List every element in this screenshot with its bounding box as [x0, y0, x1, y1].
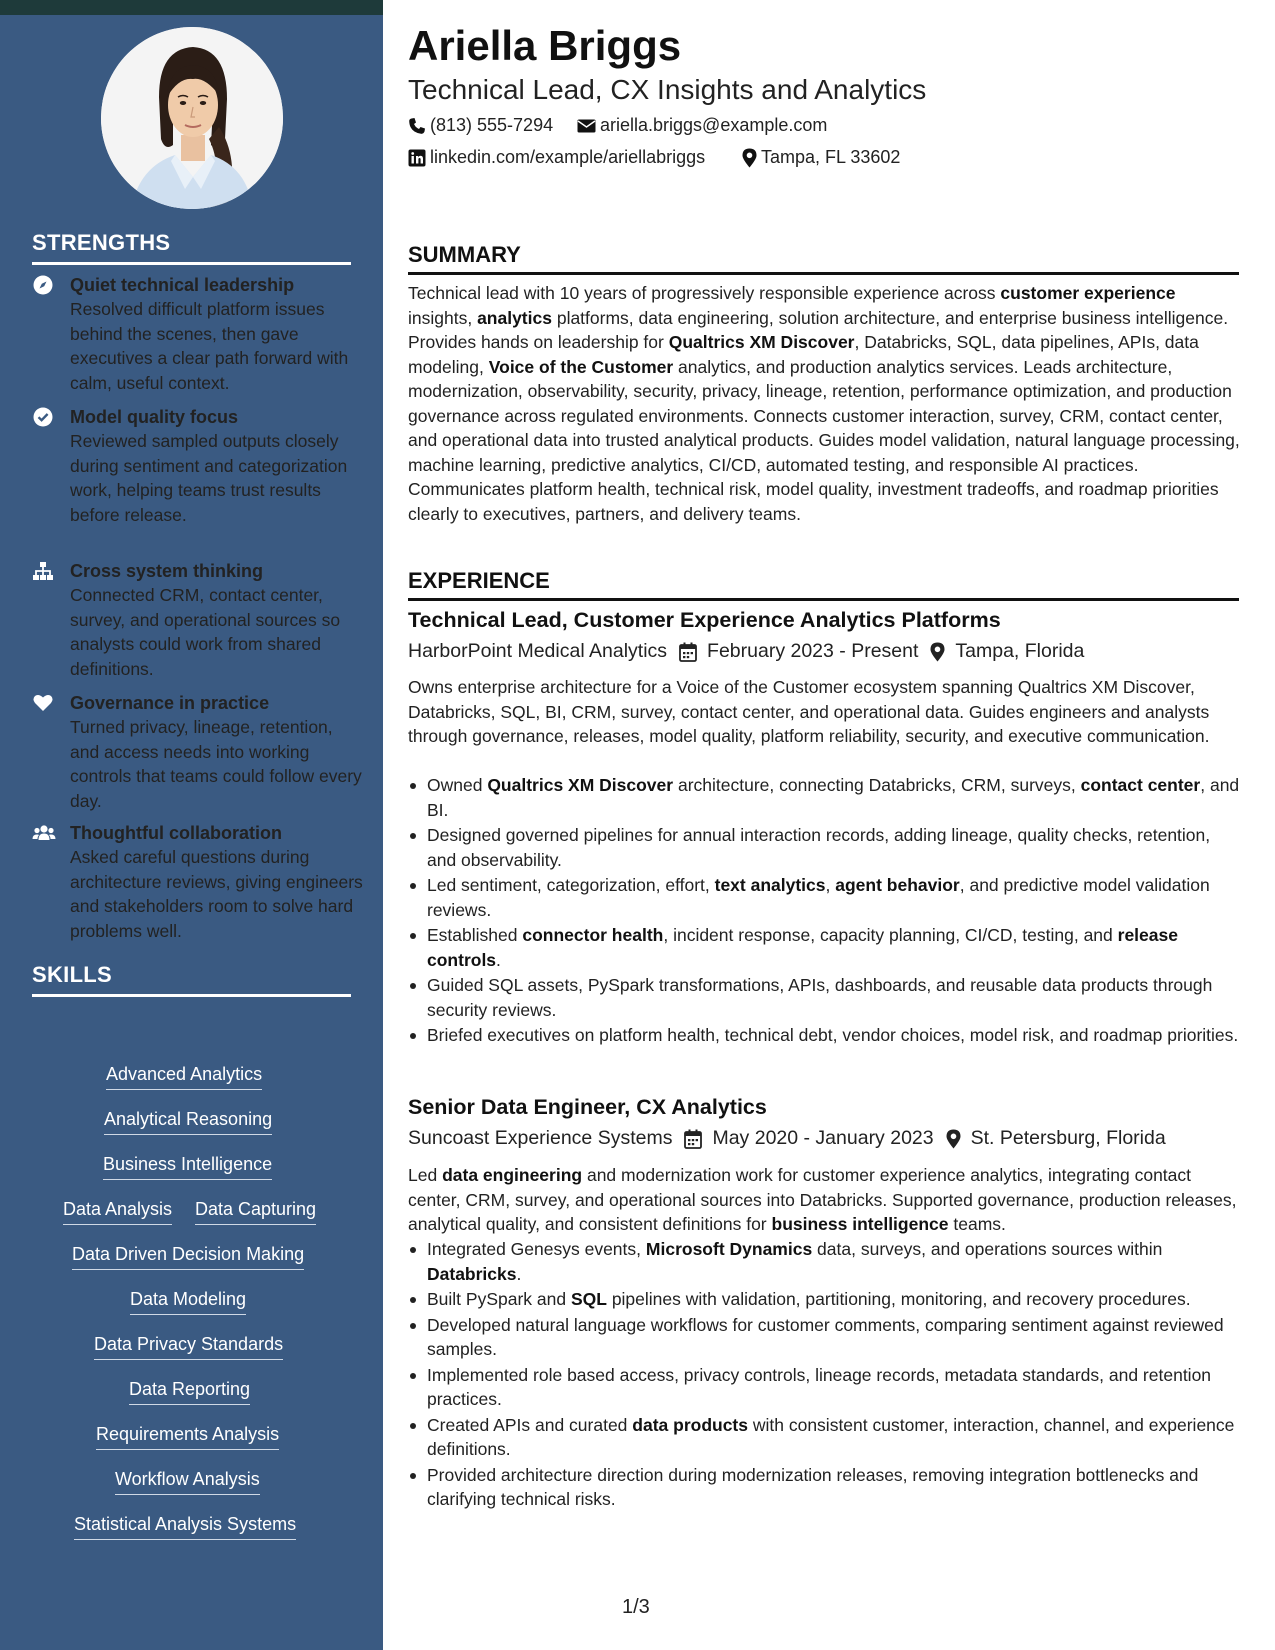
bullet-item — [408, 1023, 1240, 1048]
text-run: with consistent customer, interaction, channel, and experience definitions. — [427, 1414, 1235, 1459]
emphasis-text: Databricks — [427, 1263, 517, 1284]
skill-tag: Workflow Analysis — [115, 1467, 260, 1495]
emphasis-text: Voice of the Customer — [488, 356, 674, 377]
map-pin-icon — [742, 148, 757, 168]
text-run: Owns enterprise architecture for a Voice of the Customer ecosystem spanning Qualtrics XM Discover, Databricks, SQL, BI, CRM, survey, contact center, and operational data. Guides engineers and analysts through governance, releases, model quality, platform reliability, security, and executive communication. — [408, 677, 1210, 746]
phone-text[interactable]: (813) 555-7294 — [430, 115, 554, 135]
emphasis-text: SQL — [570, 1289, 607, 1309]
text-run: analytics, and production analytics services. Leads architecture, modernization, observability, security, privacy, lineage, retention, performance optimization, and production governance across regulated environments. Connects customer interaction, survey, CRM, contact center, and operational data into trusted analytical products. Guides model validation, natural language processing, machine learning, predictive analytics, CI/CD, automated testing, and responsible AI practices. Communicates platform health, technical risk, model quality, investment tradeoffs, and roadmap priorities clearly to executives, partners, and delivery teams. — [408, 356, 1240, 524]
check-circle-icon — [32, 406, 54, 428]
skill-tag: Data Capturing — [195, 1197, 316, 1225]
bullet-item — [408, 873, 1240, 922]
candidate-title: Technical Lead, CX Insights and Analytics — [408, 74, 927, 105]
text-run: Briefed executives on platform health, technical debt, vendor choices, model risk, and roadmap priorities. — [427, 1025, 1239, 1045]
heart-icon — [32, 692, 54, 714]
emphasis-text: Qualtrics XM Discover — [668, 332, 855, 352]
map-pin-icon — [930, 642, 945, 662]
skill-tag: Statistical Analysis Systems — [74, 1512, 296, 1540]
skill-tag: Data Modeling — [130, 1287, 246, 1315]
strength-description: Asked careful questions during architecture reviews, giving engineers and stakeholders room to solve hard problems well. — [70, 847, 363, 941]
strength-description: Reviewed sampled outputs closely during sentiment and categorization work, helping teams trust results before release. — [70, 431, 348, 525]
strengths-heading: STRENGTHS — [32, 230, 351, 265]
calendar-icon — [684, 1129, 702, 1149]
text-run: platforms, data engineering, solution architecture, and enterprise business intelligence. Provides hands on leadership for — [408, 307, 1229, 352]
skill-tag: Requirements Analysis — [96, 1422, 279, 1450]
strength-title: Model quality focus — [70, 407, 239, 427]
text-run: Designed governed pipelines for annual interaction records, adding lineage, quality checks, retention, and observability. — [427, 825, 1211, 870]
bullet-item — [408, 923, 1240, 972]
bullet-item — [408, 823, 1240, 872]
text-run: Led — [408, 1165, 443, 1185]
skill-tag: Business Intelligence — [103, 1152, 272, 1180]
location-text: Tampa, FL 33602 — [761, 147, 901, 167]
skills-heading: SKILLS — [32, 962, 351, 997]
job-description — [408, 675, 1240, 749]
emphasis-text: connector health — [522, 925, 664, 945]
text-run: Integrated Genesys events, — [427, 1239, 646, 1259]
text-run: Technical lead with 10 years of progressively responsible experience across — [408, 283, 1001, 303]
job-bullets — [408, 1237, 1240, 1513]
job-meta — [408, 640, 1084, 663]
text-run: Implemented role based access, privacy controls, lineage records, metadata standards, and retention practices. — [427, 1364, 1212, 1409]
skill-tag: Data Driven Decision Making — [72, 1242, 304, 1270]
top-accent-bar — [0, 0, 383, 15]
envelope-icon — [577, 118, 596, 134]
skill-tag: Data Privacy Standards — [94, 1332, 283, 1360]
strength-description: Resolved difficult platform issues behind the scenes, then gave executives a clear path forward with calm, useful context. — [70, 299, 349, 393]
contact-linkedin — [408, 147, 705, 168]
text-run: Created APIs and curated — [427, 1414, 633, 1435]
emphasis-text: release controls — [427, 925, 1178, 970]
emphasis-text: Microsoft Dynamics — [645, 1239, 813, 1259]
text-run: Developed natural language workflows for customer comments, comparing sentiment against reviewed samples. — [427, 1314, 1224, 1359]
bullet-item — [408, 1363, 1240, 1412]
text-run: pipelines with validation, partitioning, monitoring, and recovery procedures. — [606, 1289, 1191, 1309]
strength-title: Governance in practice — [70, 693, 270, 713]
skill-tag: Data Analysis — [63, 1197, 172, 1225]
emphasis-text: business intelligence — [771, 1214, 949, 1234]
skill-tag: Data Reporting — [129, 1377, 250, 1405]
text-run: insights, — [408, 307, 478, 328]
compass-icon — [32, 274, 54, 296]
bullet-item — [408, 1413, 1240, 1462]
linkedin-icon — [408, 149, 426, 167]
job-meta — [408, 1127, 1166, 1150]
emphasis-text: contact center — [1080, 775, 1201, 795]
text-run: , and BI. — [427, 775, 1240, 820]
sitemap-icon — [32, 560, 54, 582]
bullet-item — [408, 1463, 1240, 1512]
emphasis-text: Qualtrics XM Discover — [487, 775, 674, 795]
bullet-item — [408, 773, 1240, 822]
text-run: , Databricks, SQL, data pipelines, APIs, data modeling, — [408, 332, 1199, 377]
text-run: , — [825, 875, 836, 895]
bullet-item — [408, 1237, 1240, 1286]
emphasis-text: analytics — [477, 307, 552, 328]
text-run: Built PySpark and — [427, 1289, 571, 1309]
page-number: 1/3 — [622, 1596, 650, 1618]
emphasis-text: customer experience — [1000, 283, 1176, 303]
text-run: , and predictive model validation reviews. — [427, 875, 1210, 920]
summary-text — [408, 281, 1240, 526]
strength-description: Connected CRM, contact center, survey, and operational sources so analysts could work from shared definitions. — [70, 585, 341, 679]
text-run: , incident response, capacity planning, CI/CD, testing, and — [663, 925, 1118, 945]
company-name: HarborPoint Medical Analytics — [408, 640, 668, 662]
map-pin-icon — [946, 1129, 961, 1149]
linkedin-link[interactable]: linkedin.com/example/ariellabriggs — [430, 147, 706, 167]
job-description — [408, 1163, 1240, 1237]
text-run: Provided architecture direction during modernization releases, removing integration bottlenecks and clarifying technical risks. — [427, 1464, 1199, 1509]
text-run: Guided SQL assets, PySpark transformations, APIs, dashboards, and reusable data products through security reviews. — [427, 975, 1213, 1020]
summary-heading: SUMMARY — [408, 242, 1239, 275]
emphasis-text: text analytics — [714, 875, 826, 895]
job-location: Tampa, Florida — [955, 640, 1085, 662]
job-title: Senior Data Engineer, CX Analytics — [408, 1095, 767, 1119]
calendar-icon — [679, 642, 697, 662]
company-name: Suncoast Experience Systems — [408, 1127, 673, 1149]
job-title: Technical Lead, Customer Experience Analytics Platforms — [408, 608, 1001, 632]
candidate-name: Ariella Briggs — [408, 22, 682, 69]
job-dates: February 2023 - Present — [707, 640, 919, 662]
text-run: Established — [427, 925, 523, 945]
text-run: Led sentiment, categorization, effort, — [427, 875, 715, 895]
emphasis-text: agent behavior — [835, 875, 960, 895]
text-run: data, surveys, and operations sources within — [812, 1239, 1163, 1259]
emphasis-text: data engineering — [442, 1165, 583, 1185]
text-run: Owned — [427, 775, 488, 795]
email-link[interactable]: ariella.briggs@example.com — [600, 115, 828, 135]
skill-tag: Advanced Analytics — [106, 1062, 262, 1090]
skill-tag: Analytical Reasoning — [104, 1107, 272, 1135]
text-run: architecture, connecting Databricks, CRM, surveys, — [673, 775, 1081, 795]
experience-heading: EXPERIENCE — [408, 568, 1239, 601]
strength-title: Cross system thinking — [70, 561, 264, 581]
strength-description: Turned privacy, lineage, retention, and access needs into working controls that teams could follow every day. — [70, 717, 362, 811]
users-icon — [32, 822, 54, 844]
contact-phone — [408, 115, 553, 136]
job-location: St. Petersburg, Florida — [970, 1127, 1166, 1149]
text-run: teams. — [948, 1214, 1006, 1234]
job-bullets — [408, 773, 1240, 1049]
bullet-item — [408, 1313, 1240, 1362]
bullet-item — [408, 973, 1240, 1022]
strength-title: Thoughtful collaboration — [70, 823, 282, 843]
emphasis-text: data products — [632, 1414, 748, 1435]
contact-email — [577, 115, 827, 136]
text-run: and modernization work for customer experience analytics, integrating contact center, CRM, survey, and operational sources into Databricks. Supported governance, production releases, analytical quality, and consistent definitions for — [408, 1165, 1237, 1234]
text-run: . — [496, 949, 501, 970]
profile-photo — [101, 27, 283, 209]
bullet-item — [408, 1287, 1240, 1312]
phone-icon — [408, 117, 426, 135]
contact-location — [742, 147, 900, 168]
text-run: . — [516, 1263, 522, 1284]
job-dates: May 2020 - January 2023 — [712, 1127, 934, 1149]
strength-title: Quiet technical leadership — [70, 275, 295, 295]
